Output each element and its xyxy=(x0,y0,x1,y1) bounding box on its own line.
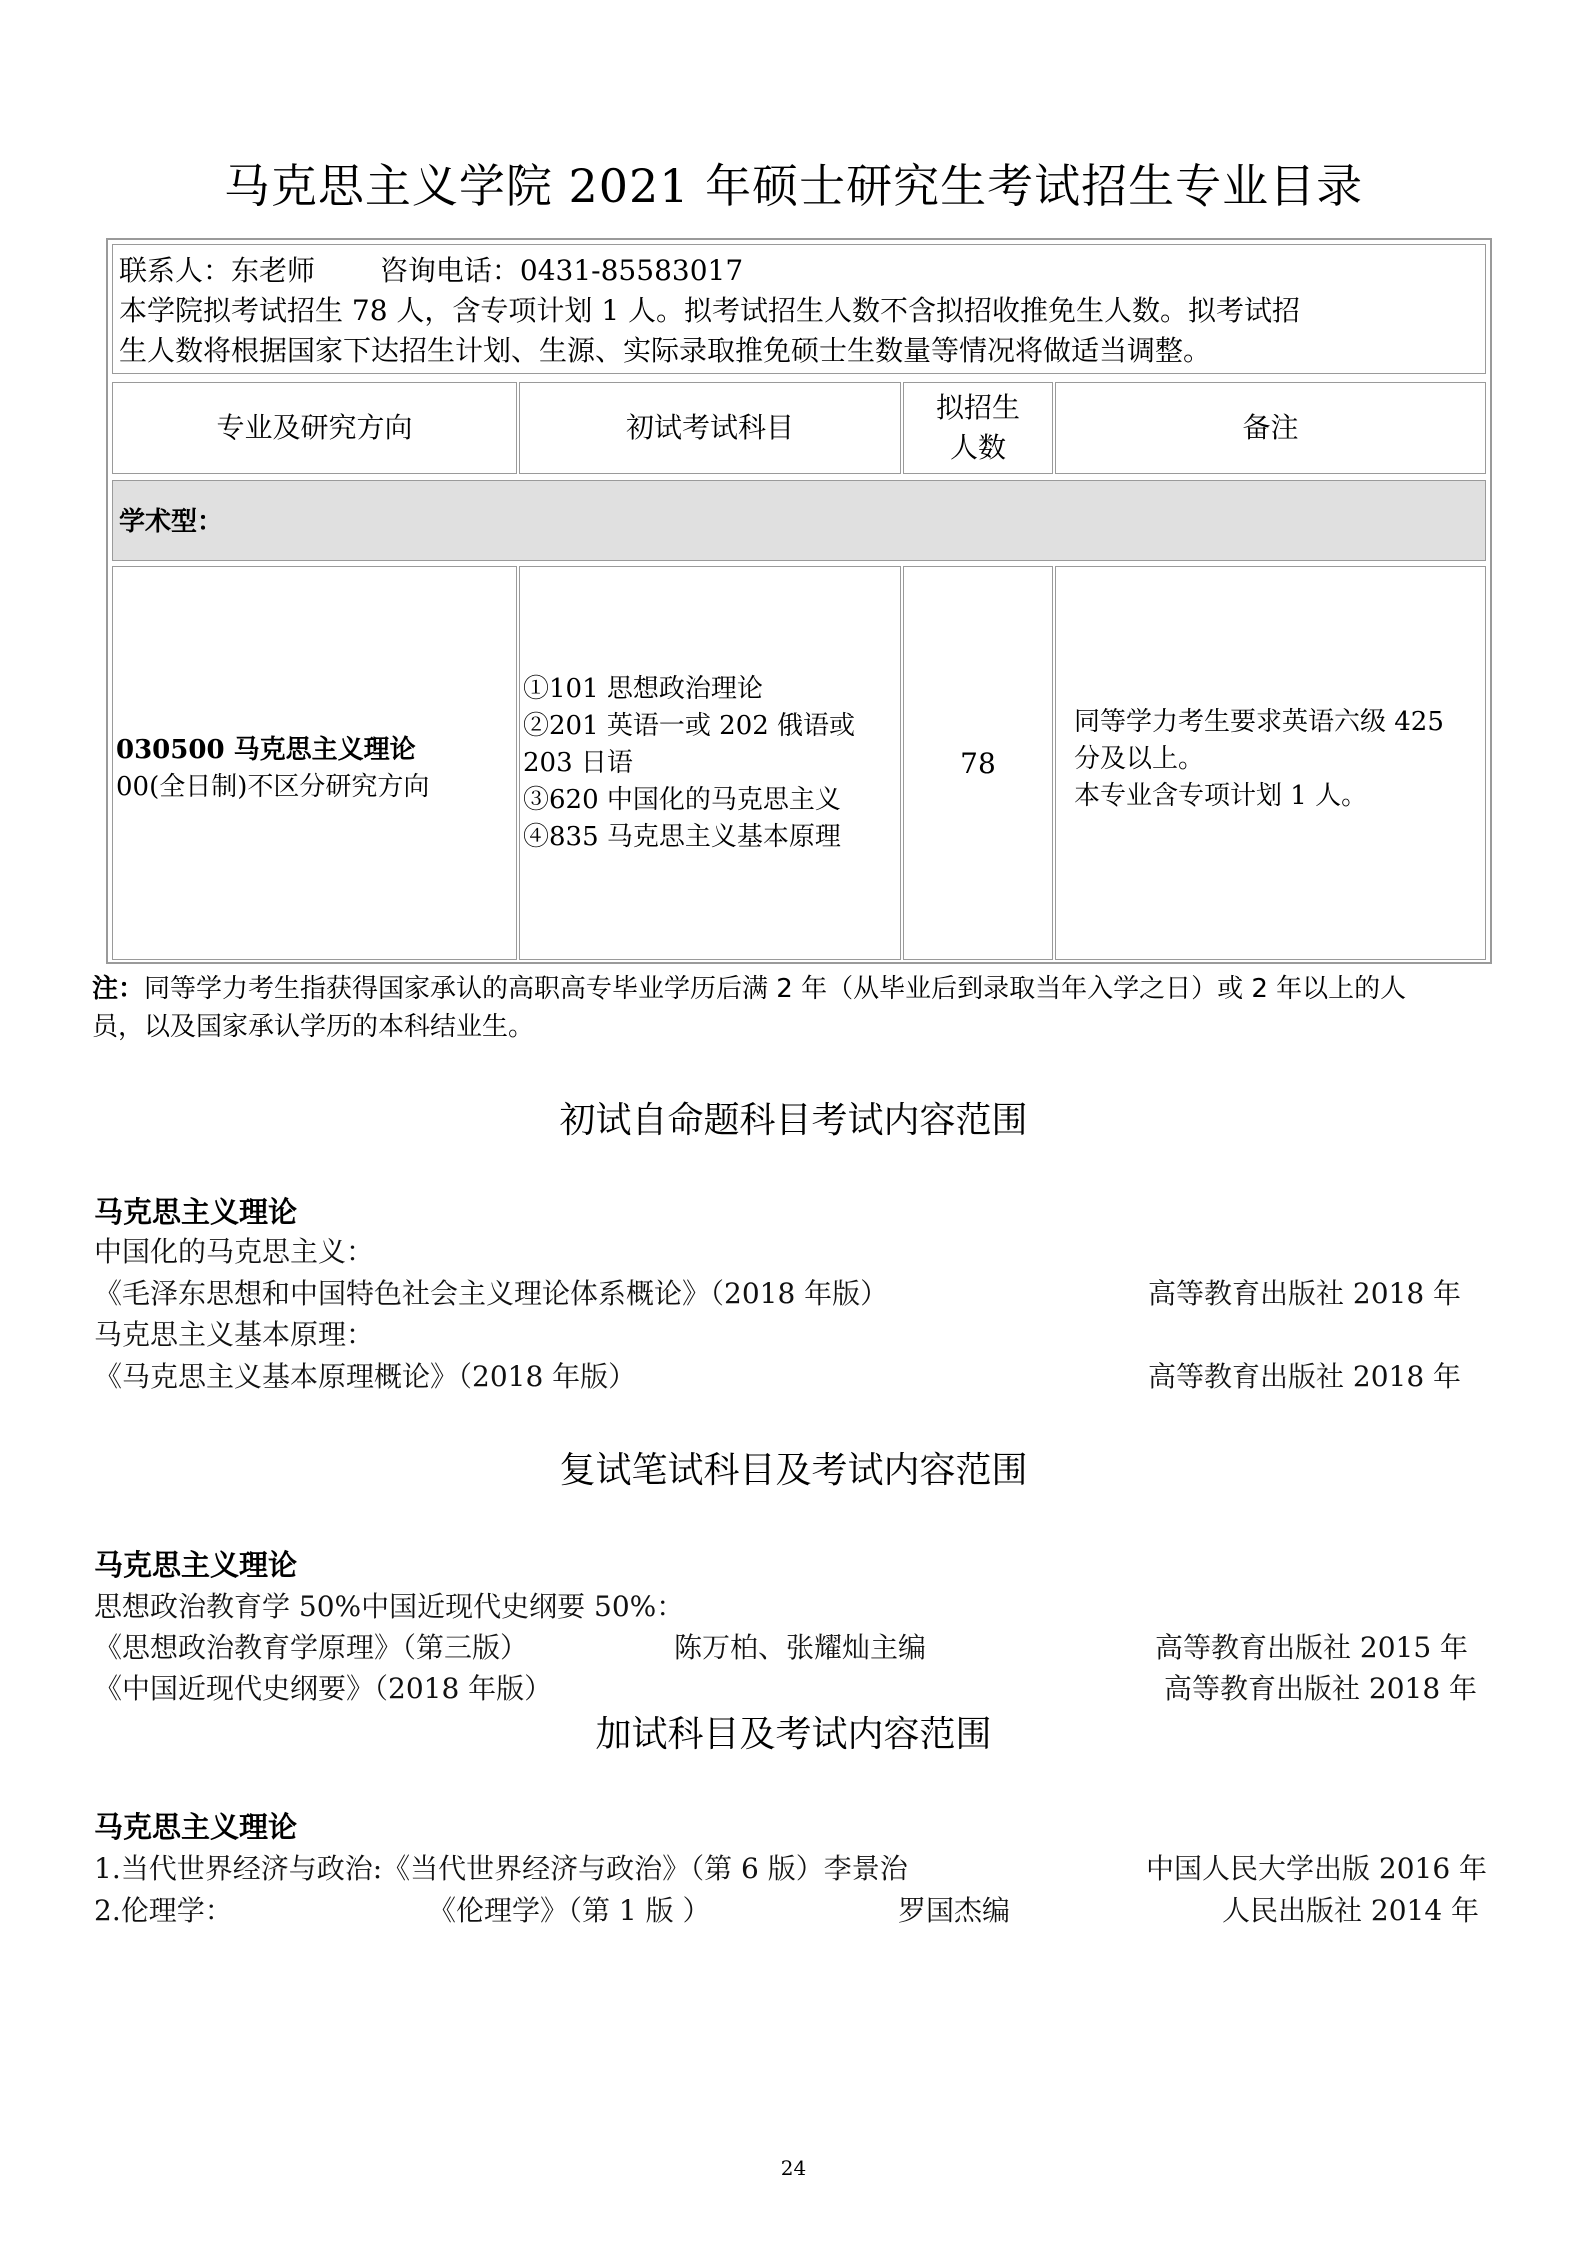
reading-heading: 中国化的马克思主义： xyxy=(94,1235,375,1268)
reading-item: 1.当代世界经济与政治:《当代世界经济与政治》（第 6 版）李景治 xyxy=(94,1852,908,1885)
section-title-additional: 加试科目及考试内容范围 xyxy=(595,1714,992,1755)
header-count-line1: 拟招生 xyxy=(935,391,1020,424)
footnote-label: 注： xyxy=(92,974,145,1004)
reading-book: 《马克思主义基本原理概论》（2018 年版） xyxy=(94,1360,637,1393)
contact-line: 联系人：东老师 咨询电话：0431-85583017 xyxy=(119,254,744,287)
reading-publisher: 高等教育出版社 2018 年 xyxy=(1148,1277,1462,1310)
subject-item: ①101 思想政治理论 xyxy=(523,674,763,704)
contact-info-cell xyxy=(112,244,1486,374)
subjects-cell xyxy=(519,566,901,960)
remark-line: 分及以上。 xyxy=(1074,744,1205,774)
subject-item: ④835 马克思主义基本原理 xyxy=(523,822,841,852)
header-subjects: 初试考试科目 xyxy=(519,382,901,474)
reading-publisher: 高等教育出版社 2018 年 xyxy=(1164,1672,1478,1705)
section-title-retest: 复试笔试科目及考试内容范围 xyxy=(559,1450,1028,1491)
major-code: 030500 马克思主义理论 xyxy=(116,735,416,765)
reading-book: 《中国近现代史纲要》（2018 年版） xyxy=(94,1672,553,1705)
reading-heading: 马克思主义基本原理： xyxy=(94,1318,375,1351)
count-cell: 78 xyxy=(903,566,1053,960)
remark-line: 同等学力考生要求英语六级 425 xyxy=(1074,707,1444,737)
footnote-text: 同等学力考生指获得国家承认的高职高专毕业学历后满 2 年（从毕业后到录取当年入学之日）或 2 年以上的人 xyxy=(144,974,1407,1004)
enrollment-note-line2: 生人数将根据国家下达招生计划、生源、实际录取推免硕士生数量等情况将做适当调整。 xyxy=(119,334,1212,367)
remark-line: 本专业含专项计划 1 人。 xyxy=(1074,781,1368,811)
header-major: 专业及研究方向 xyxy=(112,382,517,474)
subject-item: ②201 英语一或 202 俄语或 xyxy=(523,711,856,741)
remarks-cell xyxy=(1055,566,1486,960)
page-title: 马克思主义学院 2021 年硕士研究生考试招生专业目录 xyxy=(223,159,1364,213)
header-remarks: 备注 xyxy=(1055,382,1486,474)
section-subject: 马克思主义理论 xyxy=(94,1195,298,1229)
section-subject: 马克思主义理论 xyxy=(94,1810,298,1844)
header-count-line2: 人数 xyxy=(949,431,1006,464)
reading-publisher: 中国人民大学出版 2016 年 xyxy=(1146,1852,1488,1885)
footnote xyxy=(92,970,1502,1046)
reading-item-label: 2.伦理学： xyxy=(94,1894,233,1927)
enrollment-note-line1: 本学院拟考试招生 78 人，含专项计划 1 人。拟考试招生人数不含拟招收推免生人数。拟考试招 xyxy=(119,294,1301,327)
reading-book: 《思想政治教育学原理》（第三版） xyxy=(94,1631,529,1664)
reading-author: 罗国杰编 xyxy=(898,1894,1011,1927)
reading-book: 《毛泽东思想和中国特色社会主义理论体系概论》（2018 年版） xyxy=(94,1277,889,1310)
header-count xyxy=(903,382,1053,474)
reading-author: 陈万柏、张耀灿主编 xyxy=(674,1631,927,1664)
subject-item: 203 日语 xyxy=(523,748,633,778)
reading-book: 《伦理学》（第 1 版 ） xyxy=(428,1894,711,1927)
reading-publisher: 高等教育出版社 2015 年 xyxy=(1155,1631,1469,1664)
major-cell xyxy=(112,566,517,960)
footnote-text-cont: 员，以及国家承认学历的本科结业生。 xyxy=(92,1012,535,1042)
reading-publisher: 人民出版社 2014 年 xyxy=(1222,1894,1480,1927)
section-subject: 马克思主义理论 xyxy=(94,1548,298,1582)
major-direction: 00(全日制)不区分研究方向 xyxy=(116,772,430,802)
subject-item: ③620 中国化的马克思主义 xyxy=(523,785,841,815)
section-title-preliminary: 初试自命题科目考试内容范围 xyxy=(559,1100,1028,1141)
category-row: 学术型： xyxy=(112,480,1486,561)
page-number: 24 xyxy=(780,2156,807,2180)
reading-publisher: 高等教育出版社 2018 年 xyxy=(1148,1360,1462,1393)
reading-intro: 思想政治教育学 50%中国近现代史纲要 50%： xyxy=(94,1590,685,1623)
